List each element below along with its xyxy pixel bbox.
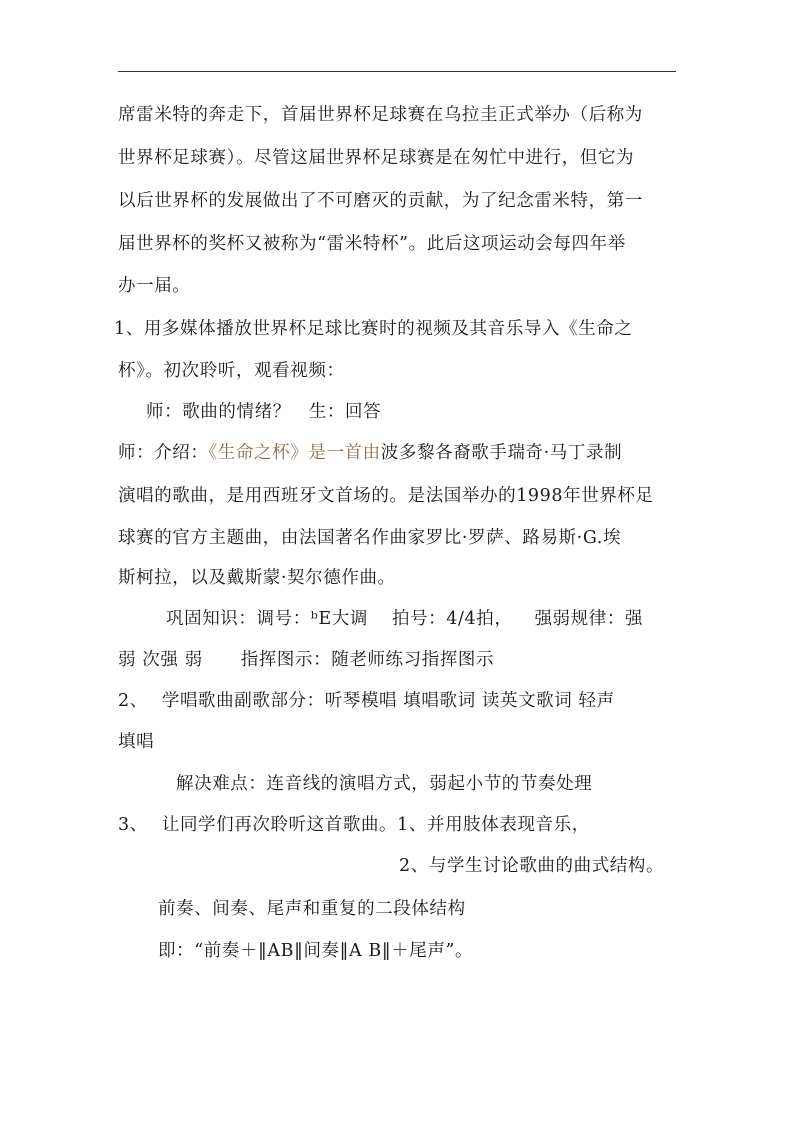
consolidate-line-1 [166, 607, 728, 631]
time-signature: 拍号：4/4拍， [391, 609, 513, 629]
step3-text: 让同学们再次聆听这首歌曲。1、并用肢体表现音乐， [161, 815, 590, 835]
step3-line-1 [118, 813, 680, 837]
step2-line-1 [118, 689, 680, 713]
teacher-question: 师：歌曲的情绪？ [146, 402, 291, 422]
conducting-diagram: 指挥图示：随老师练习指挥图示 [240, 650, 495, 670]
consolidate-line-2 [118, 648, 680, 672]
difficulty-line: 解决难点：连音线的演唱方式，弱起小节的节奏处理 [176, 774, 593, 794]
consolidate-label: 巩固知识： [166, 609, 257, 629]
intro-prefix: 师：介绍： [118, 443, 209, 463]
history-line-5: 办一届。 [118, 276, 191, 296]
strength-pattern: 弱 次强 弱 [118, 650, 203, 670]
formula-line: 即：“前奏＋‖AB‖间奏‖A B‖＋尾声”。 [158, 941, 474, 961]
intro-rest: 波多黎各裔歌手瑞奇·马丁录制 [380, 443, 623, 463]
history-line-1: 席雷米特的奔走下，首届世界杯足球赛在乌拉圭正式举办（后称为 [118, 105, 643, 125]
strength-rule: 强弱规律：强 [534, 609, 644, 629]
step1-line-1: 1、用多媒体播放世界杯足球比赛时的视频及其音乐导入《生命之 [114, 319, 633, 339]
history-line-3: 以后世界杯的发展做出了不可磨灭的贡献，为了纪念雷米特，第一 [118, 191, 643, 211]
step1-line-2: 杯》。初次聆听，观看视频： [118, 361, 345, 381]
step2-text: 学唱歌曲副歌部分：听琴模唱 填唱歌词 读英文歌词 轻声 [161, 691, 615, 711]
dialog-line [146, 400, 708, 424]
intro-line-4: 斯柯拉，以及戴斯蒙·契尔德作曲。 [118, 568, 396, 588]
history-line-2: 世界杯足球赛）。尽管这届世界杯足球赛是在匆忙中进行，但它为 [118, 148, 635, 168]
step3-line-2: 2、与学生讨论歌曲的曲式结构。 [399, 856, 665, 876]
structure-line: 前奏、间奏、尾声和重复的二段体结构 [158, 899, 466, 919]
student-answer: 生：回答 [308, 402, 382, 422]
step3-number: 3、 [118, 815, 148, 835]
header-rule [118, 71, 676, 72]
intro-highlight: 《生命之杯》是一首由 [208, 443, 381, 463]
intro-line-2: 演唱的歌曲，是用西班牙文首场的。是法国举办的1998年世界杯足 [118, 486, 654, 506]
key-signature: 调号：ᵇE大调 [256, 609, 368, 629]
step2-line-2: 填唱 [118, 732, 155, 752]
intro-line-1 [118, 441, 680, 465]
history-line-4: 届世界杯的奖杯又被称为“雷米特杯”。此后这项运动会每四年举 [118, 234, 626, 254]
step2-number: 2、 [118, 691, 148, 711]
intro-line-3: 球赛的官方主题曲，由法国著名作曲家罗比·罗萨、路易斯·G.埃 [118, 528, 622, 548]
